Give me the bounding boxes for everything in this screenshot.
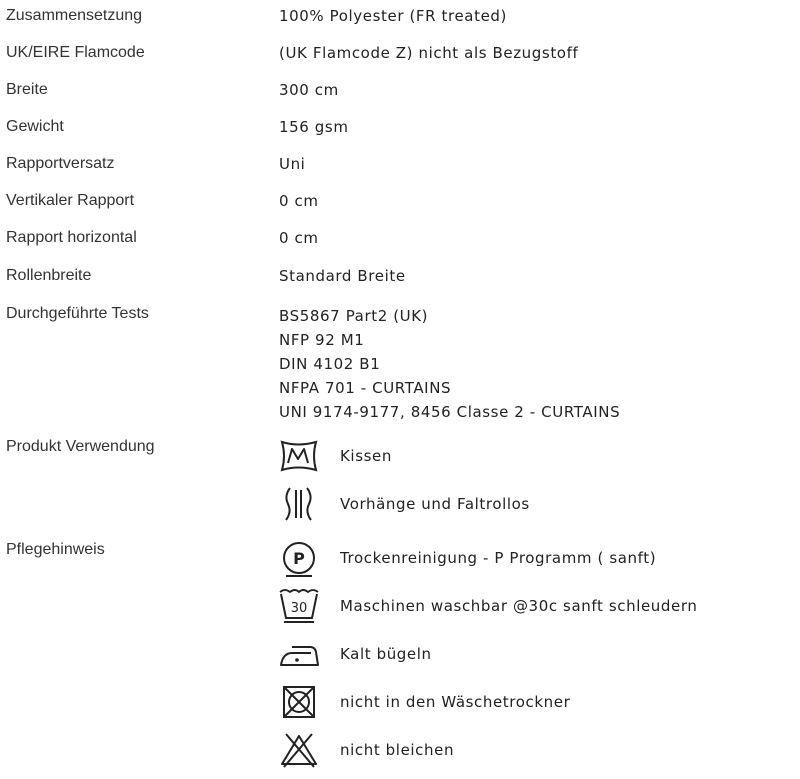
- spec-value: 100% Polyester (FR treated): [279, 7, 507, 25]
- curtain-icon: [277, 484, 321, 524]
- spec-value: Uni: [279, 155, 306, 173]
- dry-clean-symbol: P: [293, 549, 305, 568]
- spec-label: Zusammensetzung: [6, 7, 143, 24]
- spec-value: Standard Breite: [279, 267, 406, 285]
- test-item: UNI 9174-9177, 8456 Classe 2 - CURTAINS: [279, 403, 621, 421]
- no-tumble-dry-icon: [277, 682, 321, 722]
- test-item: NFP 92 M1: [279, 331, 365, 349]
- spec-label: Produkt Verwendung: [6, 438, 155, 455]
- test-item: BS5867 Part2 (UK): [279, 307, 429, 325]
- wash-temp-symbol: 30: [290, 601, 308, 616]
- dry-clean-p-icon: [277, 538, 321, 578]
- usage-text: Vorhänge und Faltrollos: [340, 495, 530, 513]
- spec-value: 156 gsm: [279, 118, 349, 136]
- spec-label: Rollenbreite: [6, 267, 92, 284]
- spec-label: Breite: [6, 81, 48, 98]
- test-item: DIN 4102 B1: [279, 355, 381, 373]
- cushion-icon: [277, 436, 321, 476]
- care-text: Trockenreinigung - P Programm ( sanft): [340, 549, 657, 567]
- wash-30-icon: [277, 586, 321, 626]
- spec-value: 0 cm: [279, 192, 319, 210]
- spec-label: Vertikaler Rapport: [6, 192, 135, 209]
- spec-value: (UK Flamcode Z) nicht als Bezugstoff: [279, 44, 579, 62]
- care-text: nicht in den Wäschetrockner: [340, 693, 571, 711]
- spec-label: Pflegehinweis: [6, 541, 105, 558]
- care-text: Maschinen waschbar @30c sanft schleudern: [340, 597, 698, 615]
- spec-label: Durchgeführte Tests: [6, 305, 149, 322]
- no-bleach-icon: [277, 730, 321, 770]
- spec-label: Rapport horizontal: [6, 229, 137, 246]
- spec-label: Gewicht: [6, 118, 64, 135]
- iron-low-icon: [277, 634, 321, 674]
- spec-label: Rapportversatz: [6, 155, 115, 172]
- usage-text: Kissen: [340, 447, 392, 465]
- care-text: nicht bleichen: [340, 741, 455, 759]
- spec-value: 300 cm: [279, 81, 339, 99]
- care-text: Kalt bügeln: [340, 645, 432, 663]
- test-item: NFPA 701 - CURTAINS: [279, 379, 452, 397]
- spec-value: 0 cm: [279, 229, 319, 247]
- tests-list: [279, 304, 620, 424]
- spec-label: UK/EIRE Flamcode: [6, 44, 145, 61]
